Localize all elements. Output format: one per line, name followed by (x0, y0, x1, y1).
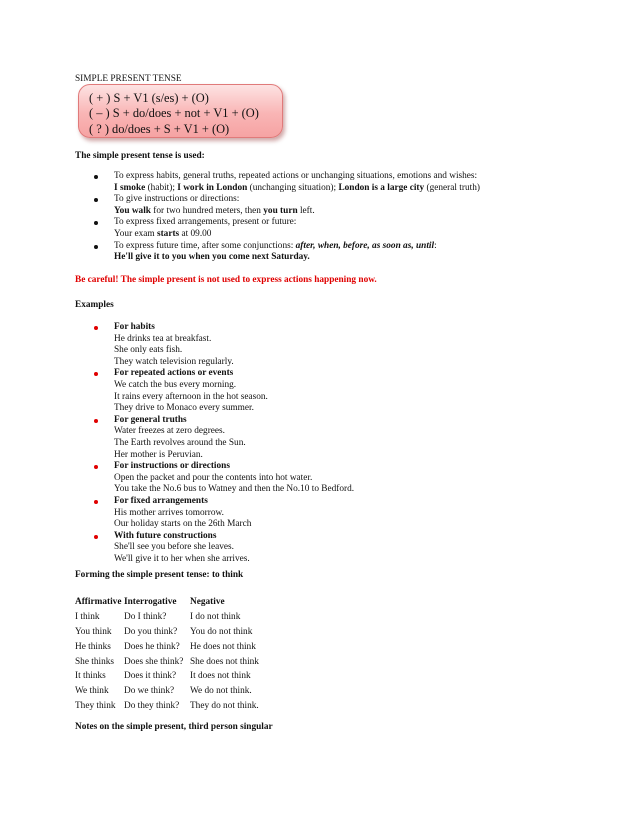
table-cell: She does not think (190, 656, 259, 667)
table-cell: He thinks (75, 641, 111, 652)
text-segment: I work in London (177, 182, 248, 193)
bullet-dot (94, 326, 98, 330)
bullet-dot (94, 372, 98, 376)
formula-question: ( ? ) do/does + S + V1 + (O) (89, 121, 230, 136)
formula-box (78, 84, 283, 138)
usage-line1 (114, 171, 480, 183)
example-sentence: We catch the bus every morning. (114, 379, 237, 390)
table-row (75, 671, 280, 686)
examples-list (0, 322, 354, 565)
usage-item (0, 241, 480, 264)
example-sentence: His mother arrives tomorrow. (114, 507, 224, 518)
examples-heading: Examples (75, 300, 114, 310)
example-sentence: Water freezes at zero degrees. (114, 426, 225, 437)
usage-line1 (114, 217, 480, 229)
text-segment: To express habits, general truths, repeated actions or unchanging situations, emotions and wishes: (114, 171, 478, 181)
example-title: For fixed arrangements (114, 495, 208, 506)
table-row (75, 657, 280, 672)
text-segment: at 09.00 (179, 228, 212, 239)
example-sentence: She only eats fish. (114, 345, 183, 356)
table-cell: Do they think? (124, 701, 180, 712)
table-cell: She thinks (75, 656, 114, 667)
usage-list (0, 171, 480, 264)
text-segment: (habit); (145, 182, 178, 193)
formula-positive: ( + ) S + V1 (s/es) + (O) (89, 91, 209, 105)
bullet-dot (94, 245, 98, 249)
header-affirmative: Affirmative (75, 597, 122, 607)
bullet-dot (94, 198, 98, 202)
table-row (75, 701, 280, 716)
header-interrogative: Interrogative (124, 597, 177, 607)
example-item (0, 531, 354, 566)
example-item (0, 496, 354, 531)
table-header-row (75, 597, 280, 612)
usage-line2 (114, 252, 480, 264)
table-cell: He does not think (190, 641, 256, 652)
text-segment: To express fixed arrangements, present or future: (114, 217, 297, 228)
example-item (0, 461, 354, 496)
page-title: SIMPLE PRESENT TENSE (75, 74, 182, 84)
header-negative: Negative (190, 597, 225, 607)
table-cell: You think (75, 626, 112, 637)
example-sentence: Open the packet and pour the contents into hot water. (114, 472, 313, 483)
text-segment: you turn (263, 205, 298, 216)
conjugation-table (75, 597, 280, 716)
text-segment: (general truth) (424, 182, 480, 193)
table-cell: Does it think? (124, 671, 177, 682)
example-title: For general truths (114, 414, 187, 425)
text-segment: : (434, 240, 437, 251)
forming-heading: Forming the simple present tense: to think (75, 570, 244, 580)
example-sentence: They watch television regularly. (114, 356, 234, 367)
example-title: For repeated actions or events (114, 368, 234, 379)
table-cell: It does not think (190, 671, 251, 682)
example-sentence: They drive to Monaco every summer. (114, 403, 254, 414)
text-segment: London is a large city (338, 182, 425, 193)
usage-item (0, 217, 480, 240)
table-row (75, 627, 280, 642)
usage-line1 (114, 194, 480, 206)
table-cell: Do you think? (124, 626, 178, 637)
example-sentence: You take the No.6 bus to Watney and then the No.10 to Bedford. (114, 484, 355, 495)
text-segment: He'll give it to you when you come next Saturday. (114, 252, 310, 263)
usage-line2 (114, 229, 480, 241)
table-cell: I do not think (190, 611, 241, 622)
table-cell: Does she think? (124, 656, 184, 667)
example-item (0, 368, 354, 414)
text-segment: (unchanging situation); (247, 182, 339, 193)
table-row (75, 642, 280, 657)
table-cell: It thinks (75, 671, 106, 682)
example-sentence: He drinks tea at breakfast. (114, 333, 212, 344)
text-segment: left. (297, 205, 315, 216)
usage-item (0, 194, 480, 217)
usage-line2 (114, 183, 480, 195)
example-title: With future constructions (114, 530, 217, 541)
example-sentence: It rains every afternoon in the hot season. (114, 391, 268, 402)
table-cell: You do not think (190, 626, 253, 637)
text-segment: after, when, before, as soon as, until (295, 240, 435, 251)
bullet-dot (94, 419, 98, 423)
table-cell: They think (75, 701, 116, 712)
example-sentence: Our holiday starts on the 26th March (114, 519, 252, 530)
table-cell: We think (75, 686, 109, 697)
warning-note: Be careful! The simple present is not used to express actions happening now. (75, 275, 377, 285)
example-sentence: We'll give it to her when she arrives. (114, 553, 250, 564)
bullet-dot (94, 465, 98, 469)
usage-line1 (114, 241, 480, 253)
text-segment: Your exam (114, 228, 157, 239)
example-sentence: She'll see you before she leaves. (114, 542, 234, 553)
table-cell: They do not think. (190, 701, 259, 712)
usage-line2 (114, 206, 480, 218)
example-item (0, 322, 354, 368)
example-sentence: Her mother is Peruvian. (114, 449, 203, 460)
table-cell: I think (75, 611, 100, 622)
text-segment: You walk (114, 205, 151, 216)
table-row (75, 686, 280, 701)
text-segment: To express future time, after some conjunctions: (114, 240, 296, 251)
notes-heading: Notes on the simple present, third person singular (75, 722, 273, 732)
bullet-dot (94, 175, 98, 179)
text-segment: for two hundred meters, then (150, 205, 264, 216)
example-sentence: The Earth revolves around the Sun. (114, 437, 246, 448)
table-row (75, 612, 280, 627)
table-cell: Do I think? (124, 611, 167, 622)
text-segment: starts (156, 228, 180, 239)
table-cell: We do not think. (190, 686, 252, 697)
example-item (0, 415, 354, 461)
text-segment: I smoke (114, 182, 146, 193)
example-title: For instructions or directions (114, 461, 230, 472)
table-cell: Do we think? (124, 686, 175, 697)
bullet-dot (94, 535, 98, 539)
bullet-dot (94, 221, 98, 225)
usage-item (0, 171, 480, 194)
usage-heading: The simple present tense is used: (75, 151, 205, 161)
bullet-dot (94, 500, 98, 504)
text-segment: To give instructions or directions: (114, 194, 240, 205)
formula-negative: ( – ) S + do/does + not + V1 + (O) (89, 106, 259, 121)
table-cell: Does he think? (124, 641, 180, 652)
example-title: For habits (114, 322, 155, 332)
